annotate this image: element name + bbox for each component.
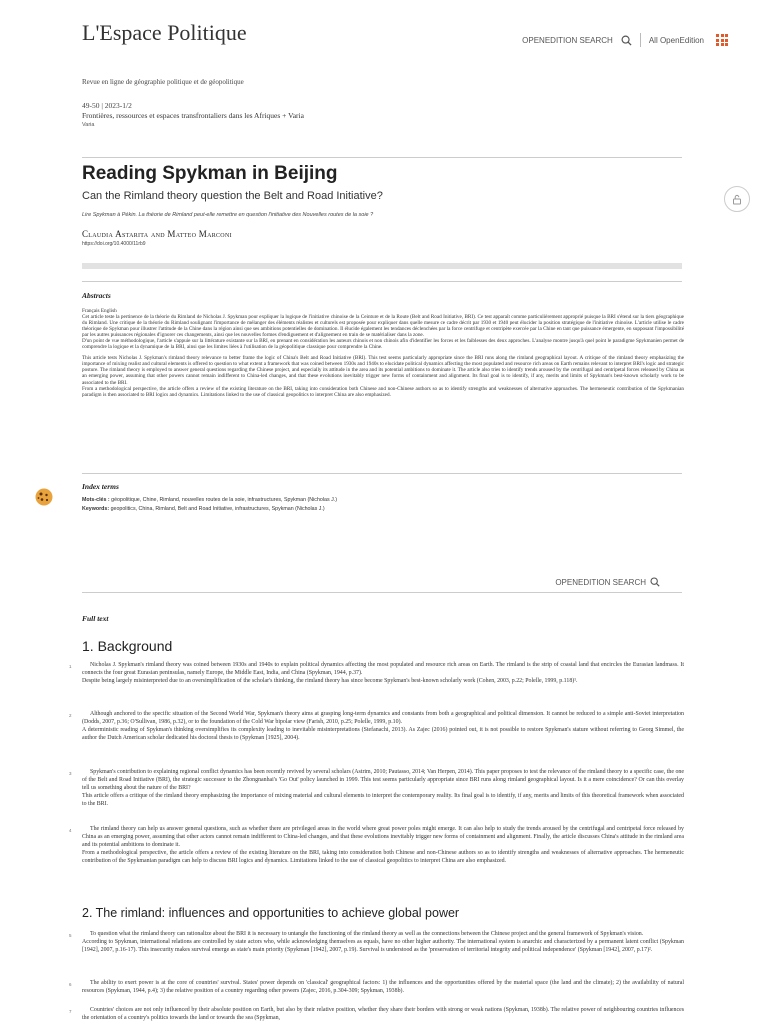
- paragraph: The rimland theory can help us answer general questions, such as whether there are privileged areas in the world where great power poles might emerge. It can also help to study the trends aroused by the centrifugal and centripetal force released by China as an emerging power, assuming that other actors cannot remain indifferent to China-led changes, and that these evolutions inevitably trigger new forms of containment and alignment. Finally, the article discusses China's attitude in the rimland area and its potential ambitions to dominate it.: [82, 826, 684, 849]
- paragraph-number[interactable]: 7: [69, 1009, 72, 1014]
- paragraph: Countries' choices are not only influenced by their absolute position on Earth, but also by their relative position, whether they share their borders with strong or weak nations (Spykman, 1938b). The relative power of neighbouring countries influences the orientation of a country's politics towards the land or towards the sea (Spykman,: [82, 1007, 684, 1022]
- paragraph: A deterministic reading of Spykman's thinking oversimplifies its complexity leading to inevitable misinterpretations (Stefanachi, 2013). As Zajec (2016) pointed out, it is not possible to restore Spykman's stature without referring to Georg Simmel, the author the Dutch American scholar dedicated his doctoral thesis to (Spykman [1925], 2004).: [82, 727, 684, 742]
- paragraph: To question what the rimland theory can rationalize about the BRI it is necessary to untangle the functioning of the rimland theory as well as the connections between the Chinese project and the general framework of Spykman's vision.: [90, 931, 644, 937]
- section-2-title: 2. The rimland: influences and opportunities to achieve global power: [82, 906, 460, 920]
- abstracts-body: [82, 308, 684, 398]
- keywords-en-label: Keywords:: [82, 506, 110, 512]
- paragraph: Spykman's contribution to explaining regional conflict dynamics has been recently revived by several scholars (Astrim, 2010; Pautasso, 2014; Van Herpen, 2014). This paper proposes to test the relevance of the rimland theory to a specific case, the one of the Belt and Road Initiative (BRI), the strategic successor to the Zhongnanhai's 'Go Out' policy launched in 1999. This test seems particularly appropriate since BRI runs along rimland geographical layout. Is it a mere coincidence? Or can this overlay tell us something about the nature of the BRI?: [82, 769, 684, 792]
- keywords-fr-row: [82, 497, 337, 503]
- issue-rubric[interactable]: Varia: [82, 122, 95, 128]
- section-2-body-3: [82, 1006, 684, 1022]
- abstract-en-2: From a methodological perspective, the article offers a review of the existing literature on the BRI, taking into consideration both Chinese and non-Chinese authors so as to identify strengths and weaknesses of alternative approaches. The hermeneutic contribution of the Spykmanian paradigm is then associated to BRI logics and dynamics. Limitations linked to the use of classical geopolitics to interpret China are also emphasized.: [82, 385, 684, 398]
- abstract-languages[interactable]: Français English: [82, 308, 117, 314]
- fulltext-heading: Full text: [82, 614, 109, 623]
- article-subtitle: Can the Rimland theory question the Belt and Road Initiative?: [82, 190, 383, 202]
- apps-grid-icon[interactable]: [716, 34, 728, 46]
- journal-title[interactable]: L'Espace Politique: [82, 20, 247, 45]
- keywords-en-terms[interactable]: geopolitics, China, Rimland, Belt and Road Initiative, infrastructures, Spykman (Nicholas J.): [110, 506, 325, 512]
- all-openedition-link[interactable]: All OpenEdition: [648, 35, 704, 45]
- section-1-title: 1. Background: [82, 638, 173, 654]
- article-title: Reading Spykman in Beijing: [82, 163, 338, 184]
- paragraph-number[interactable]: 4: [69, 828, 72, 833]
- section-2-body: [82, 930, 684, 954]
- header-divider: [82, 157, 682, 158]
- paragraph-number[interactable]: 6: [69, 982, 72, 987]
- paragraph: The ability to exert power is at the core of countries' survival. States' power depends on 'classical' geographical factors: 1) the influences and the opportunities offered by the material space (the land and the climate); 2) the availability of natural resources (Spykman, 1944, p.4); 3) the relative position of a country regarding other powers (Zajec, 2016, p.304-309; Spykman, 1938b).: [82, 980, 684, 995]
- openedition-search-secondary[interactable]: [555, 577, 660, 587]
- abstract-fr-1: Cet article teste la pertinence de la théorie du Rimland de Nicholas J. Spykman pour expliquer la logique de l'initiative chinoise de la Ceinture et de la Route (Belt and Road Initiative, BRI). Ce test apparaît comme particulièrement approprié puisque la BRI s'étend sur la tiers géographique du Rimland. Une critique de la théorie du Rimland soulignant l'importance de mélanger des éléments réalistes et culturels est proposée pour expliquer dans quelle mesure ce cadre décrit par 1930 et 1940 peut élucider la position stratégique de l'initiative chinoise. L'article utilise le cadre théorique de Spykman pour illustrer l'attitude de la Chine dans la région ainsi que ses ambitions potentielles de domination. Il élucide également les tendances déclenchées par la force centrifuge et centripète exercée par la Chine en tant que puissance émergente, en supposant l'impossibilité par les autres puissances régionales d'ignorer ces changements, ainsi que les nouvelles formes d'endiguement et d'alignement en train de se matérialiser dans la zone.: [82, 314, 684, 339]
- article-doi[interactable]: https://doi.org/10.4000/11rb9: [82, 241, 146, 247]
- paragraph-number[interactable]: 2: [69, 713, 72, 718]
- section-1-body: [82, 661, 684, 685]
- search-icon[interactable]: [621, 35, 632, 46]
- unlock-icon: [732, 194, 742, 205]
- paragraph: Despite being largely misinterpreted due to an oversimplification of the scholar's thinking, the rimland theory has since become Spykman's best-known scholarly work (Cohen, 2003, p.22; Polelle, 1999, p.118)¹.: [82, 678, 578, 685]
- journal-subtitle: Revue en ligne de géographie politique et de géopolitique: [82, 78, 244, 86]
- paragraph: This article offers a critique of the rimland theory emphasizing the importance of mixing material and cultural elements to interpret the contemporary reality. Its final goal is to identify, if any, merits and limits of this theoretical framework when associated to the BRI.: [82, 793, 684, 808]
- paragraph-number[interactable]: 5: [69, 933, 72, 938]
- section-2-body-2: [82, 979, 684, 995]
- keywords-en-row: [82, 506, 325, 512]
- keywords-fr-terms[interactable]: géopolitique, Chine, Rimland, nouvelles routes de la soie, infrastructures, Spykman (Nicholas J.): [111, 497, 337, 503]
- paragraph: From a methodological perspective, the article offers a review of the existing literature on the BRI, taking into consideration both Chinese and non-Chinese authors so as to identify strengths and weaknesses of alternative approaches. The hermeneutic contribution of the Spykmanian paradigm can help to discuss BRI logics and dynamics. Limitations linked to the use of classical geopolitics to interpret China are also emphasized.: [82, 850, 684, 865]
- abstract-fr-2: D'un point de vue méthodologique, l'article s'appuie sur la littérature existante sur la BRI, en prenant en considération les auteurs chinois et non chinois afin d'identifier les forces et les faiblesses des deux approches. L'analyse montre jusqu'à quel point le paradigme Spykmanien permet de comprendre la logique et la dynamique de la BRI, ainsi que les limites liées à l'utilisation de la géopolitique classique pour comprendre la Chine.: [82, 338, 684, 351]
- paragraph-number[interactable]: 3: [69, 771, 72, 776]
- abstracts-heading: Abstracts: [82, 291, 111, 300]
- index-divider: [82, 473, 682, 474]
- index-terms-heading: Index terms: [82, 482, 119, 491]
- topbar-divider: [640, 33, 641, 47]
- abstracts-divider: [82, 281, 682, 282]
- article-separator-band: [82, 263, 682, 269]
- section-1-body-2: [82, 710, 684, 742]
- paragraph: According to Spykman, international relations are controlled by state actors who, while acknowledging themselves as equals, have no other higher authority. The international system is anarchic and characterized by a permanent latent conflict (Spykman [1942], 2007, p.16-17). This insecurity makes survival emerge as state's main priority (Spykman [1942], 2007, p.19). Survival is understood as the 'preservation of territorial integrity and political independence' (Spykman [1942], 2007, p.17)².: [82, 939, 684, 954]
- openedition-search-link[interactable]: OPENEDITION SEARCH: [522, 35, 613, 45]
- section-1-body-3: [82, 768, 684, 808]
- paragraph: Although anchored to the specific situation of the Second World War, Spykman's theory aims at grasping long-term dynamics and constants from both a geographical and political dimension. It cannot be reduced to a simple anti-Soviet interpretation (Dodds, 2007, p.36; O'Sullivan, 1986, p.32), or to the foundation of the Cold War bipolar view (Farish, 2010, p.25; Polelle, 1999, p.10).: [82, 711, 684, 726]
- keywords-fr-label: Mots-clés :: [82, 497, 110, 503]
- article-alt-title: Lire Spykman à Pékin. La théorie de Rimland peut-elle remettre en question l'initiative des Nouvelles routes de la soie ?: [82, 212, 374, 218]
- paragraph-number[interactable]: 1: [69, 664, 72, 669]
- abstract-en-1: This article tests Nicholas J. Spykman's rimland theory relevance to better frame the logic of China's Belt and Road Initiative (BRI). This test seems particularly appropriate since the BRI runs along the rimland geographical layout. A critique of the rimland theory emphasizing the importance of mixing realist and cultural elements is offered to question to what extent a framework that was coined between 1930s and 1940s to elucidate political dynamics affecting the most populated and resource rich areas on Earth remains relevant to interpret BRI's logic and strategic posture. The rimland theory is employed to answer general questions regarding the Chinese project, and especially its attitude in the area and its potential ambitions to dominate it. The article also tries to identify trends aroused by the centrifugal and centripetal forces released by China as an emerging power, assuming that other powers cannot remain indifferent to China-led changes, and that these evolutions inevitably trigger new forms of containment and alignment. Its final goal is to identify, if any, merits and limits of Spykman's best-known scholarly work to be associated to the BRI.: [82, 355, 684, 386]
- openedition-search-label[interactable]: OPENEDITION SEARCH: [555, 577, 646, 587]
- article-authors[interactable]: Claudia Astarita and Matteo Marconi: [82, 229, 232, 239]
- issue-title[interactable]: Frontières, ressources et espaces transfrontaliers dans les Afriques + Varia: [82, 111, 304, 120]
- openedition-topbar: [522, 33, 728, 47]
- paragraph: Nicholas J. Spykman's rimland theory was coined between 1930s and 1940s to explain political dynamics affecting the most populated and resource rich areas on Earth. The rimland is the strip of coastal land that encircles the Eurasian landmass. It connects the four great Eurasian peninsulas, namely Europe, the Middle East, India, and China (Spykman, 1944, p.37).: [82, 662, 684, 677]
- cookie-icon[interactable]: [34, 487, 54, 507]
- section-1-body-4: [82, 825, 684, 865]
- open-access-button[interactable]: [724, 186, 750, 212]
- fulltext-divider: [82, 592, 682, 593]
- issue-number[interactable]: 49-50 | 2023-1/2: [82, 101, 132, 110]
- search-icon[interactable]: [650, 577, 660, 587]
